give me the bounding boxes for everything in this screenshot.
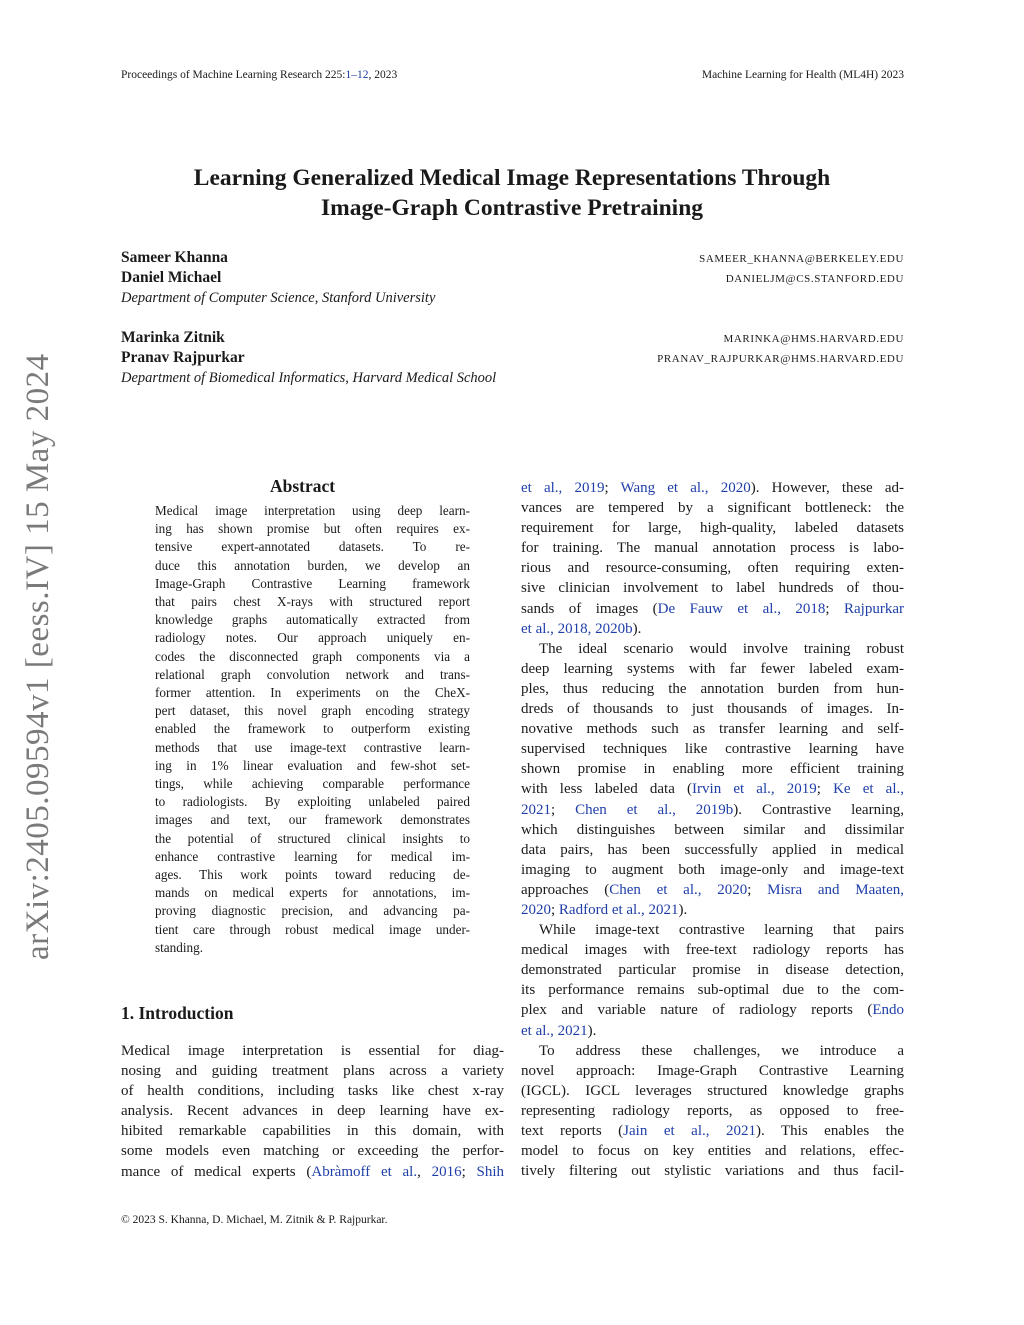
body-text: vances are tempered by a significant bottleneck: the [521,500,904,517]
citation-link[interactable]: Abràmoff et al. [311,1163,418,1180]
body-line [521,498,904,518]
body-line: Medical image interpretation is essential for diag- [121,1043,504,1059]
abstract-line: proving diagnostic precision, and advancing pa- [155,903,470,919]
body-text: ). Contrastive learning, [733,801,904,818]
author-email[interactable]: SAMEER_KHANNA@BERKELEY.EDU [699,253,904,265]
body-text: sive clinician involvement to label hundreds of thou- [521,580,904,597]
abstract-line: Image-Graph Contrastive Learning framework [155,575,470,591]
citation-link[interactable]: Misra and Maaten, [767,881,904,898]
body-line: of health conditions, including tasks like chest x-ray [121,1083,504,1100]
body-text: approaches ( [521,881,610,898]
body-line: analysis. Recent advances in deep learning have ex- [121,1103,504,1120]
body-text: ples, thus reducing the annotation burden from hun- [521,680,904,697]
body-text: ). [678,901,688,918]
body-line [521,659,904,679]
body-text: ). This enables the [756,1123,904,1139]
body-text: ; [816,781,834,798]
citation-link[interactable]: Radford et al., 2021 [558,901,679,918]
body-line [521,820,904,840]
abstract-line: radiology notes. Our approach uniquely en- [155,630,470,646]
body-text: data pairs, has been successfully applied in medical [521,841,904,858]
abstract-line: former attention. In experiments on the CheX- [155,685,470,701]
body-line: nosing and guiding treatment plans across a variety [121,1063,504,1080]
body-text: requirement for large, high-quality, labeled datasets [521,520,904,537]
citation-link[interactable]: Endo [872,1002,904,1019]
paper-title [120,163,904,223]
body-line [521,478,904,498]
author-name: Marinka Zitnik [121,329,225,346]
body-line [521,900,904,920]
abstract-line: that pairs chest X-rays with structured report [155,594,470,610]
body-line [521,1101,904,1121]
body-text: ; [551,801,576,818]
citation-link[interactable]: Chen et al., 2020 [609,881,748,898]
citation-link[interactable]: Wang et al., 2020 [620,480,751,496]
body-text: shown promise in enabling more efficient training [521,761,904,778]
body-text: medical images with free-text radiology reports has [521,942,904,959]
body-line [521,1061,904,1081]
abstract-line: tensive expert-annotated datasets. To re- [155,539,470,555]
body-text: ; [825,600,845,617]
citation-link[interactable]: 2020 [521,901,551,918]
body-line [521,1000,904,1020]
body-line [521,880,904,900]
body-line [521,518,904,538]
body-line [521,599,904,619]
body-text: ; [461,1163,477,1180]
body-text: ). However, these ad- [750,480,905,496]
body-line [521,558,904,578]
citation-link[interactable]: et al., 2021 [521,1022,588,1039]
body-line [521,840,904,860]
arxiv-stamp: arXiv:2405.09594v1 [eess.IV] 15 May 2024 [20,353,56,960]
abstract-line: codes the disconnected graph components via a [155,648,470,664]
body-text: , [417,1163,432,1180]
author-email[interactable]: MARINKA@HMS.HARVARD.EDU [723,333,904,345]
abstract-line: ages. This work points toward reducing de- [155,867,470,883]
author-name: Pranav Rajpurkar [121,349,245,366]
body-text: demonstrated particular promise in disease detection, [521,962,904,979]
body-text: representing radiology reports, as opposed to free- [521,1102,904,1119]
intro-right-column [521,478,904,1181]
title-line-1: Learning Generalized Medical Image Representations Through [193,165,831,191]
body-text: model to focus on key entities and relations, effec- [521,1143,904,1160]
body-text: which distinguishes between similar and dissimilar [521,821,904,838]
abstract-line: tings, while achieving comparable performance [155,776,470,792]
body-text: its performance remains sub-optimal due to the com- [521,982,904,999]
abstract-line: knowledge graphs automatically extracted from [155,612,470,628]
body-text: supervised techniques like contrastive learning have [521,741,904,758]
body-text: rious and resource-consuming, often requiring exten- [521,560,904,577]
citation-link[interactable]: Rajpurkar [844,600,904,617]
body-line [521,1121,904,1141]
citation-link[interactable]: et al., 2018, 2020b [521,620,633,637]
body-line [521,1141,904,1161]
citation-link[interactable]: De Fauw et al., 2018 [657,600,826,617]
citation-link[interactable]: Jain et al., 2021 [623,1123,757,1139]
section-heading: 1. Introduction [121,1003,234,1023]
citation-link[interactable]: Chen et al., 2019b [575,801,734,818]
body-line [521,1161,904,1181]
running-header-right: Machine Learning for Health (ML4H) 2023 [701,69,904,81]
body-text: text reports ( [521,1123,624,1139]
body-line: hibited remarkable capabilities in this domain, with [121,1123,504,1140]
abstract-line: mands on medical experts for annotations, im- [155,885,470,901]
body-text: deep learning systems with far fewer labeled exam- [521,660,904,677]
citation-link[interactable]: Shih [476,1163,505,1180]
body-text: The ideal scenario would involve training robust [539,640,904,657]
body-text: novel approach: Image-Graph Contrastive Learning [521,1062,904,1079]
page-range-link[interactable]: 1–12 [345,69,369,81]
body-text: plex and variable nature of radiology reports ( [521,1002,873,1019]
abstract-line: ing in 1% linear evaluation and few-shot set- [155,757,470,773]
abstract-line: the potential of structured clinical insights to [155,830,470,846]
body-line [521,619,904,639]
body-text: ). [632,620,642,637]
body-line [521,960,904,980]
abstract-line: relational graph convolution network and trans- [155,666,470,682]
citation-link[interactable]: et al., 2019 [521,480,605,496]
body-text: mance of medical experts ( [121,1163,312,1180]
abstract-heading: Abstract [270,476,336,496]
abstract-line: standing. [155,939,203,955]
abstract-line: tient care through robust medical image under- [155,921,470,937]
title-line-2: Image-Graph Contrastive Pretraining [320,195,704,221]
abstract-line: methods that use image-text contrastive learn- [155,739,470,755]
body-line [521,759,904,779]
abstract-line: Medical image interpretation using deep learn- [155,503,470,518]
running-header-left: Proceedings of Machine Learning Research 225:1–12, 2023 [121,69,398,81]
body-text: To address these challenges, we introduce a [539,1042,904,1059]
citation-link[interactable]: 2016 [431,1163,462,1180]
affiliation: Department of Biomedical Informatics, Harvard Medical School [121,370,497,386]
body-text: ). [587,1022,597,1039]
author-name: Daniel Michael [121,269,222,286]
author-email[interactable]: DANIELJM@CS.STANFORD.EDU [725,273,904,285]
citation-link[interactable]: 2021 [521,801,551,818]
abstract-line: enhance contrastive learning for medical im- [155,848,470,864]
abstract-body [155,502,470,957]
body-text: with less labeled data ( [521,781,693,798]
body-text: ; [551,901,559,918]
body-text: for training. The manual annotation process is labo- [521,540,904,557]
body-text: sands of images ( [521,600,658,617]
body-line [521,1081,904,1101]
abstract-line: ing has shown promise but often requires ex- [155,521,470,537]
body-text: imaging to augment both image-only and image-text [521,861,904,878]
citation-link[interactable]: Ke et al., [833,781,904,798]
body-line [121,1162,504,1182]
author-email[interactable]: PRANAV_RAJPURKAR@HMS.HARVARD.EDU [657,353,904,365]
body-line [521,739,904,759]
copyright-footer: © 2023 S. Khanna, D. Michael, M. Zitnik & P. Rajpurkar. [121,1214,388,1226]
body-line [521,980,904,1000]
abstract-line: duce this annotation burden, we develop an [155,557,470,573]
body-line [521,920,904,940]
body-text: ; [604,480,621,496]
body-line [521,860,904,880]
abstract-line: enabled the framework to outperform existing [155,721,470,737]
body-text: tively filtering out stylistic variations and thus facil- [521,1163,904,1180]
body-text: dreds of thousands to just thousands of images. In- [521,701,904,718]
abstract-line: to radiologists. By exploiting unlabeled paired [155,794,470,810]
body-line [521,578,904,598]
abstract-line: images and text, our framework demonstrates [155,812,470,828]
body-line [521,699,904,719]
body-line [521,639,904,659]
body-text: novative methods such as transfer learning and self- [521,721,904,738]
body-line [521,779,904,799]
body-line [521,800,904,820]
abstract-line: pert dataset, this novel graph encoding strategy [155,703,470,719]
author-name: Sameer Khanna [121,249,228,266]
body-line [521,940,904,960]
body-line [521,719,904,739]
body-text: (IGCL). IGCL leverages structured knowledge graphs [521,1082,904,1099]
body-line [521,538,904,558]
body-line [521,1021,904,1041]
citation-link[interactable]: Irvin et al., 2019 [692,781,817,798]
intro-left-column [121,1041,504,1182]
body-line [521,679,904,699]
affiliation: Department of Computer Science, Stanford University [121,290,436,306]
body-text: While image-text contrastive learning that pairs [539,922,904,939]
body-line [521,1041,904,1061]
body-text: ; [747,881,768,898]
body-line: some models even matching or exceeding the perfor- [121,1143,504,1160]
